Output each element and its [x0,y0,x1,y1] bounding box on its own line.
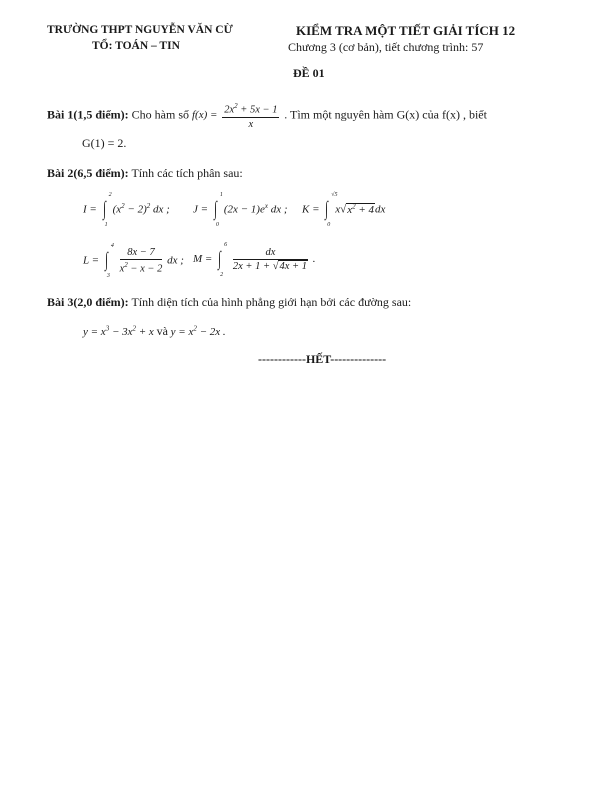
school-name: TRƯỜNG THPT NGUYỄN VĂN CỪ [47,24,233,36]
question-3-line [47,295,411,310]
exam-subtitle: Chương 3 (cơ bản), tiết chương trình: 57 [288,40,484,54]
question-1-condition: G(1) = 2. [82,136,127,150]
exam-code: ĐỀ 01 [293,66,325,80]
integral-K: K = ∫ √5 0 $x√x^2 + 4dx$ [302,192,386,228]
question-1-line [47,102,487,130]
question-1-text-a: Cho hàm số [131,107,189,122]
curves-equations: $y = x^3 - 3x^2 + x$ và $y = x^2 - 2x$ . [83,324,226,338]
integral-L: L = ∫ 4 3 $\frac{8x - 7}{x^2 - x - 2}$ dx ; [83,242,184,279]
question-2-label: Bài 2(6,5 điểm): [47,166,129,180]
question-2-text: Tính các tích phân sau: [131,166,243,180]
question-1-text-b: . Tìm một nguyên hàm G(x) của f(x) , biết [284,107,487,122]
integral-M: M = ∫ 6 2 $\frac{dx}{2x + 1 + √4x + 1}$ . [193,241,316,278]
integral-J: J = ∫ 1 0 $(2x - 1)e^x$ dx ; [193,192,288,228]
integral-I: I = ∫ 2 1 $(x^2 - 2)^2$ dx ; [83,192,170,228]
question-3-label: Bài 3(2,0 điểm): [47,295,129,309]
question-1-label: Bài 1(1,5 điểm): [47,107,129,122]
function-f-formula: f(x) = $\frac{2x^2 + 5x - 1}{x}$ [192,102,278,130]
department: TỔ: TOÁN – TIN [92,40,180,52]
question-3-text: Tính diện tích của hình phẳng giới hạn bởi các đường sau: [131,295,412,309]
conjunction-and: và [156,324,168,338]
exam-title: KIỂM TRA MỘT TIẾT GIẢI TÍCH 12 [296,23,516,38]
question-2-line [47,166,243,181]
end-marker: ------------HẾT-------------- [258,352,387,366]
